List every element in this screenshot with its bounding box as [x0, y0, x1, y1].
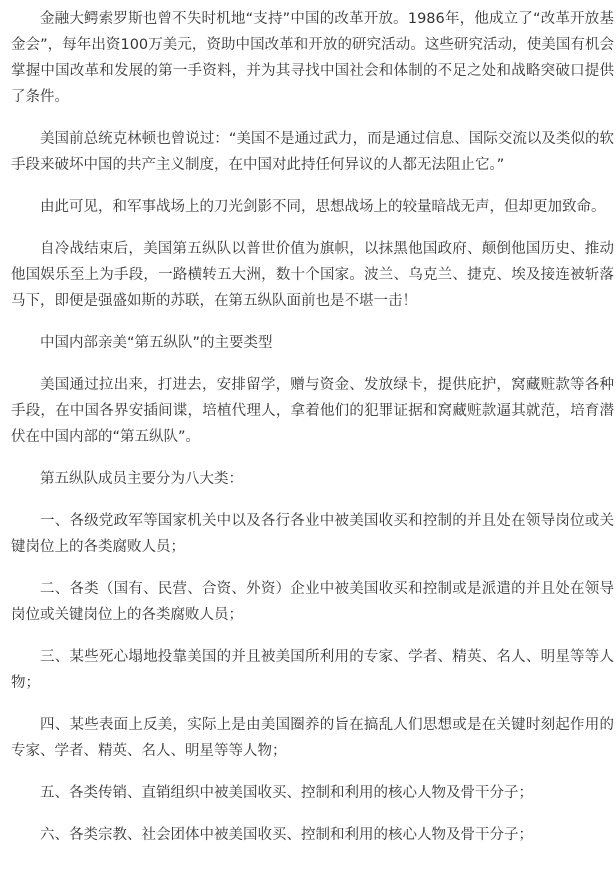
section-heading: 中国内部亲美“第五纵队”的主要类型 — [40, 335, 273, 351]
paragraph-conclusion: 由此可见，和军事战场上的刀光剑影不同，思想战场上的较量暗战无声，但却更加致命。 — [40, 199, 606, 215]
list-item-6: 六、各类宗教、社会团体中被美国收买、控制和利用的核心人物及骨干分子； — [40, 827, 533, 843]
list-item-2: 二、各类（国有、民营、合资、外资）企业中被美国收买和控制或是派遣的并且处在领导岗位或关键岗位上的各类腐败人员； — [11, 581, 614, 623]
paragraph-clinton-quote: 美国前总统克林顿也曾说过：“美国不是通过武力，而是通过信息、国际交流以及类似的软手段来破坏中国的共产主义制度，在中国对此持任何异议的人都无法阻止它。” — [11, 131, 614, 173]
list-item-3: 三、某些死心塌地投靠美国的并且被美国所利用的专家、学者、精英、名人、明星等等人物； — [11, 649, 614, 691]
article-body — [11, 6, 614, 848]
paragraph-categories-intro: 第五纵队成员主要分为八大类： — [40, 471, 243, 487]
paragraph-cold-war: 自冷战结束后，美国第五纵队以普世价值为旗帜，以抹黑他国政府、颠倒他国历史、推动他国娱乐至上为手段，一路横转五大洲，数十个国家。波兰、乌克兰、捷克、埃及接连被斩落马下，即便是强盛如斯的苏联，在第五纵队面前也是不堪一击！ — [11, 241, 614, 309]
paragraph-methods: 美国通过拉出来，打进去，安排留学，赠与资金、发放绿卡，提供庇护，窝藏赃款等各种手段，在中国各界安插间谍，培植代理人，拿着他们的犯罪证据和窝藏赃款逼其就范，培育潜伏在中国内部的“第五纵队”。 — [11, 377, 614, 445]
list-item-5: 五、各类传销、直销组织中被美国收买、控制和利用的核心人物及骨干分子； — [40, 785, 533, 801]
list-item-4: 四、某些表面上反美，实际上是由美国圈养的旨在搞乱人们思想或是在关键时刻起作用的专家、学者、精英、名人、明星等等人物； — [11, 717, 614, 759]
list-item-1: 一、各级党政军等国家机关中以及各行各业中被美国收买和控制的并且处在领导岗位或关键岗位上的各类腐败人员； — [11, 513, 614, 555]
paragraph-soros: 金融大鳄索罗斯也曾不失时机地“支持”中国的改革开放。1986年，他成立了“改革开放基金会”，每年出资100万美元，资助中国改革和开放的研究活动。这些研究活动，使美国有机会掌握中国改革和发展的第一手资料，并为其寻找中国社会和体制的不足之处和战略突破口提供了条件。 — [11, 11, 614, 105]
